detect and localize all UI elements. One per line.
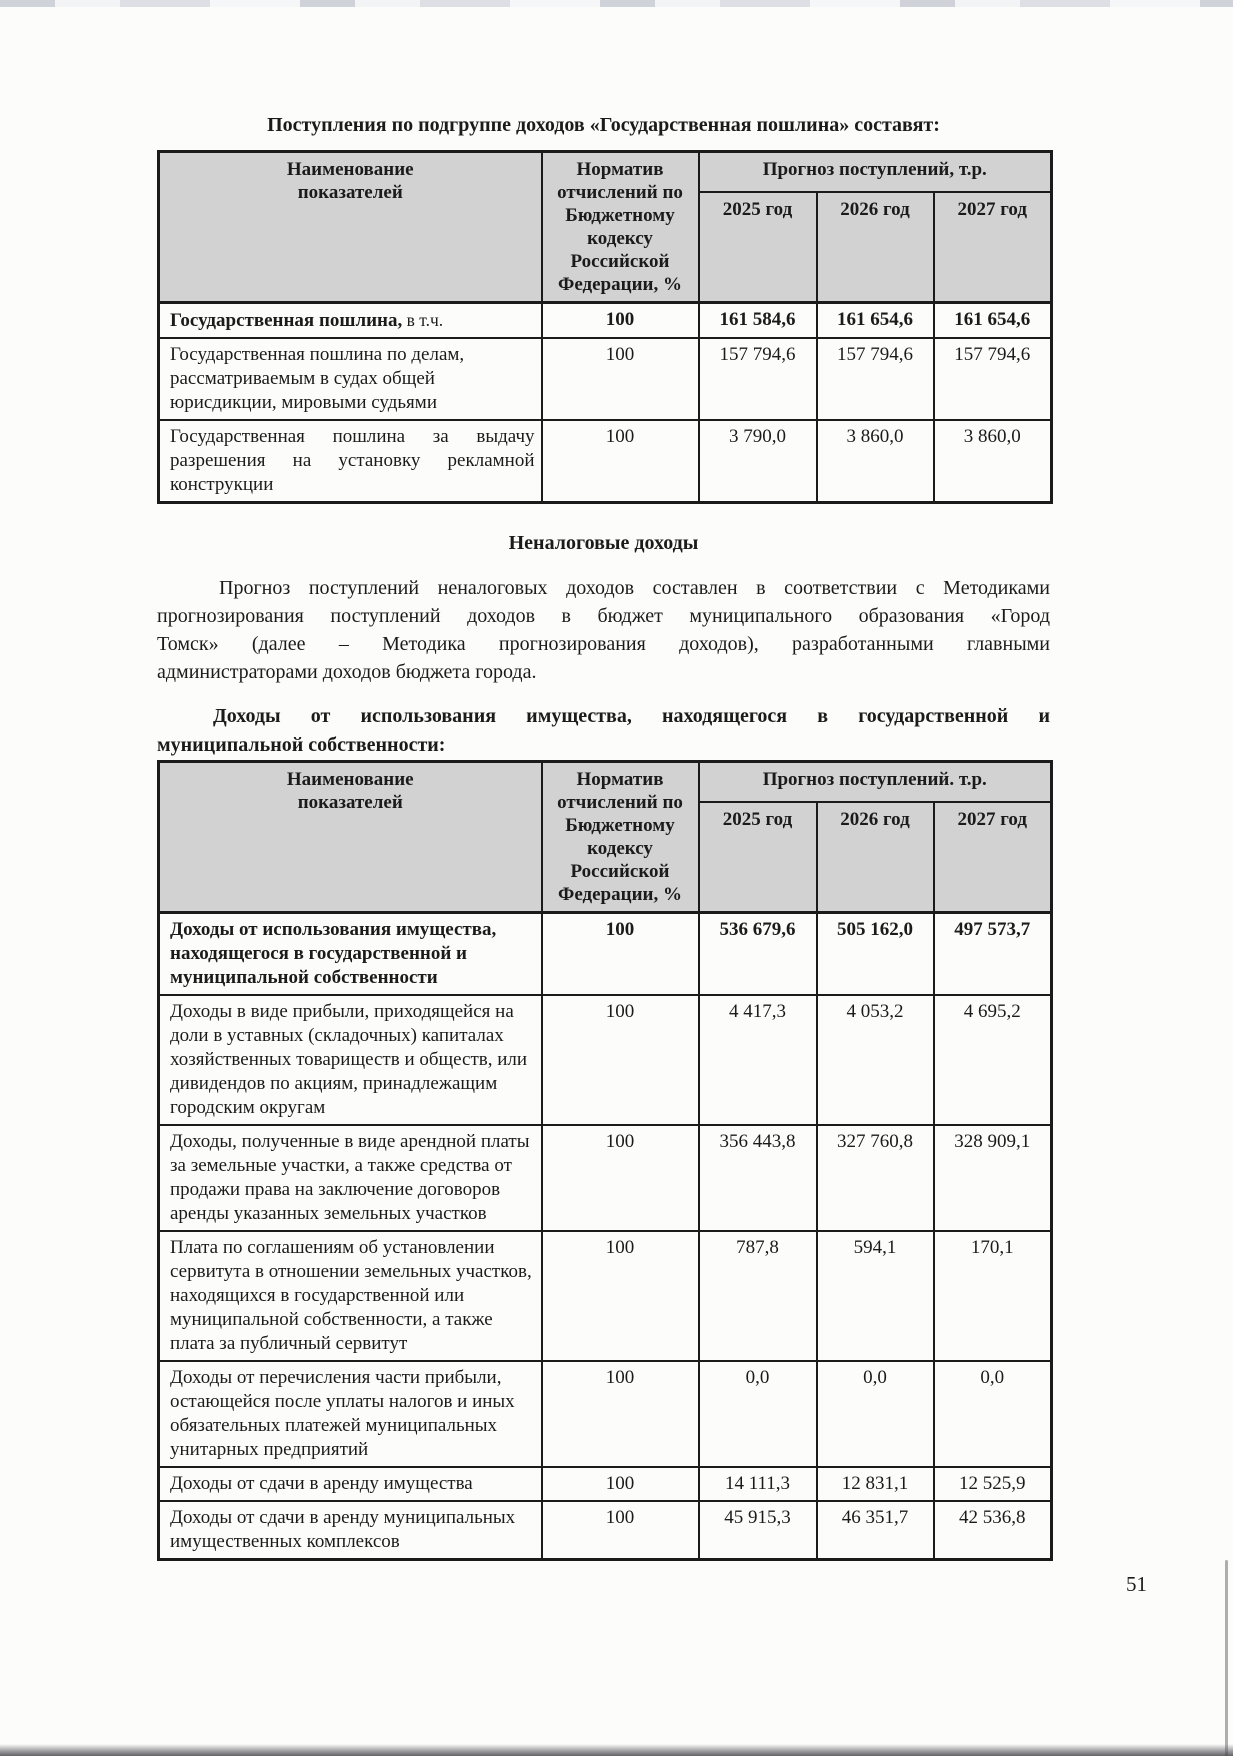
paragraph-metodika — [157, 574, 1050, 686]
cell-2026: 46 351,7 — [817, 1501, 934, 1560]
cell-2025: 45 915,3 — [699, 1501, 817, 1560]
cell-2027: 161 654,6 — [934, 303, 1052, 339]
table-row — [159, 913, 1052, 996]
cell-norm: 100 — [542, 913, 699, 996]
column-header-year-2025: 2025 год — [699, 192, 817, 303]
column-header-year-2027: 2027 год — [934, 802, 1052, 913]
cell-norm: 100 — [542, 1467, 699, 1501]
table-row — [159, 995, 1052, 1125]
cell-2027: 0,0 — [934, 1361, 1052, 1467]
table-row — [159, 1231, 1052, 1361]
heading-line: муниципальной собственности: — [157, 734, 446, 756]
imushestvo-table — [157, 760, 1053, 1561]
column-header-year-2026: 2026 год — [817, 802, 934, 913]
section-title-gosposhlina: Поступления по подгруппе доходов «Государственная пошлина» составят: — [267, 114, 940, 136]
cell-2027: 328 909,1 — [934, 1125, 1052, 1231]
table-row — [159, 338, 1052, 420]
cell-2027: 497 573,7 — [934, 913, 1052, 996]
cell-2025: 536 679,6 — [699, 913, 817, 996]
cell-2026: 157 794,6 — [817, 338, 934, 420]
row-label: Доходы от сдачи в аренду имущества — [159, 1467, 542, 1501]
cell-2025: 157 794,6 — [699, 338, 817, 420]
scan-artifact-right-edge — [1225, 1560, 1228, 1756]
cell-2025: 4 417,3 — [699, 995, 817, 1125]
cell-2025: 14 111,3 — [699, 1467, 817, 1501]
cell-norm: 100 — [542, 1231, 699, 1361]
cell-2026: 505 162,0 — [817, 913, 934, 996]
cell-2027: 157 794,6 — [934, 338, 1052, 420]
cell-2027: 4 695,2 — [934, 995, 1052, 1125]
cell-2027: 42 536,8 — [934, 1501, 1052, 1560]
cell-norm: 100 — [542, 1361, 699, 1467]
row-label: Плата по соглашениям об установлении сервитута в отношении земельных участков, находящихся в государственной или муниципальной собственности, а также плата за публичный сервитут — [159, 1231, 542, 1361]
gosposhlina-table — [157, 150, 1053, 504]
cell-2025: 0,0 — [699, 1361, 817, 1467]
scan-artifact-bottom — [0, 1744, 1233, 1756]
column-header-year-2027: 2027 год — [934, 192, 1052, 303]
column-header-norm: Норматив отчислений по Бюджетному кодексу Российской Федерации, % — [542, 152, 699, 303]
table-row — [159, 1501, 1052, 1560]
cell-2026: 161 654,6 — [817, 303, 934, 339]
section-heading-nenalogovye: Неналоговые доходы — [508, 532, 699, 554]
column-header-name: Наименование показателей — [159, 762, 542, 913]
cell-norm: 100 — [542, 303, 699, 339]
row-label: Государственная пошлина по делам, рассматриваемым в судах общей юрисдикции, мировыми судьями — [159, 338, 542, 420]
column-header-year-2025: 2025 год — [699, 802, 817, 913]
cell-2027: 3 860,0 — [934, 420, 1052, 503]
row-label: Доходы от перечисления части прибыли, остающейся после уплаты налогов и иных обязательных платежей муниципальных унитарных предприятий — [159, 1361, 542, 1467]
paragraph-line: администраторами доходов бюджета города. — [157, 661, 537, 683]
row-label — [159, 303, 542, 339]
column-header-forecast: Прогноз поступлений, т.р. — [699, 152, 1052, 193]
cell-2027: 170,1 — [934, 1231, 1052, 1361]
table-row — [159, 420, 1052, 503]
cell-2025: 3 790,0 — [699, 420, 817, 503]
column-header-year-2026: 2026 год — [817, 192, 934, 303]
table-row — [159, 1125, 1052, 1231]
imushestvo-table-header — [159, 762, 1052, 913]
row-label: Доходы, полученные в виде арендной платы за земельные участки, а также средства от продажи права на заключение договоров аренды указанных земельных участков — [159, 1125, 542, 1231]
row-label: Доходы в виде прибыли, приходящейся на доли в уставных (складочных) капиталах хозяйственных товариществ и обществ, или дивидендов по акциям, принадлежащим городским округам — [159, 995, 542, 1125]
column-header-norm: Норматив отчислений по Бюджетному кодексу Российской Федерации, % — [542, 762, 699, 913]
table-row — [159, 303, 1052, 339]
paragraph-line: Томск» (далее – Методика прогнозирования доходов), разработанными главными — [157, 633, 1050, 655]
row-label: Доходы от использования имущества, находящегося в государственной и муниципальной собственности — [159, 913, 542, 996]
cell-2025: 787,8 — [699, 1231, 817, 1361]
cell-norm: 100 — [542, 995, 699, 1125]
cell-norm: 100 — [542, 1125, 699, 1231]
cell-2025: 356 443,8 — [699, 1125, 817, 1231]
table-row — [159, 1361, 1052, 1467]
cell-norm: 100 — [542, 1501, 699, 1560]
cell-2026: 4 053,2 — [817, 995, 934, 1125]
paragraph-line: прогнозирования поступлений доходов в бюджет муниципального образования «Город — [157, 605, 1050, 627]
column-header-name: Наименование показателей — [159, 152, 542, 303]
cell-2026: 327 760,8 — [817, 1125, 934, 1231]
row-label-suffix: в т.ч. — [402, 310, 444, 330]
cell-norm: 100 — [542, 420, 699, 503]
cell-2026: 0,0 — [817, 1361, 934, 1467]
row-label: Государственная пошлина за выдачу разрешения на установку рекламной конструкции — [159, 420, 542, 503]
cell-norm: 100 — [542, 338, 699, 420]
cell-2026: 3 860,0 — [817, 420, 934, 503]
row-label: Доходы от сдачи в аренду муниципальных имущественных комплексов — [159, 1501, 542, 1560]
section-heading-imushestvo — [157, 702, 1050, 760]
table-row — [159, 1467, 1052, 1501]
cell-2027: 12 525,9 — [934, 1467, 1052, 1501]
heading-line: Доходы от использования имущества, находящегося в государственной и — [213, 705, 1050, 727]
cell-2025: 161 584,6 — [699, 303, 817, 339]
page-number: 51 — [1126, 1572, 1147, 1596]
cell-2026: 594,1 — [817, 1231, 934, 1361]
cell-2026: 12 831,1 — [817, 1467, 934, 1501]
paragraph-line: Прогноз поступлений неналоговых доходов составлен в соответствии с Методиками — [219, 577, 1050, 599]
column-header-forecast: Прогноз поступлений. т.р. — [699, 762, 1052, 803]
row-label-main: Государственная пошлина, — [170, 310, 403, 331]
gosposhlina-table-header — [159, 152, 1052, 303]
document-page — [157, 0, 1147, 1597]
